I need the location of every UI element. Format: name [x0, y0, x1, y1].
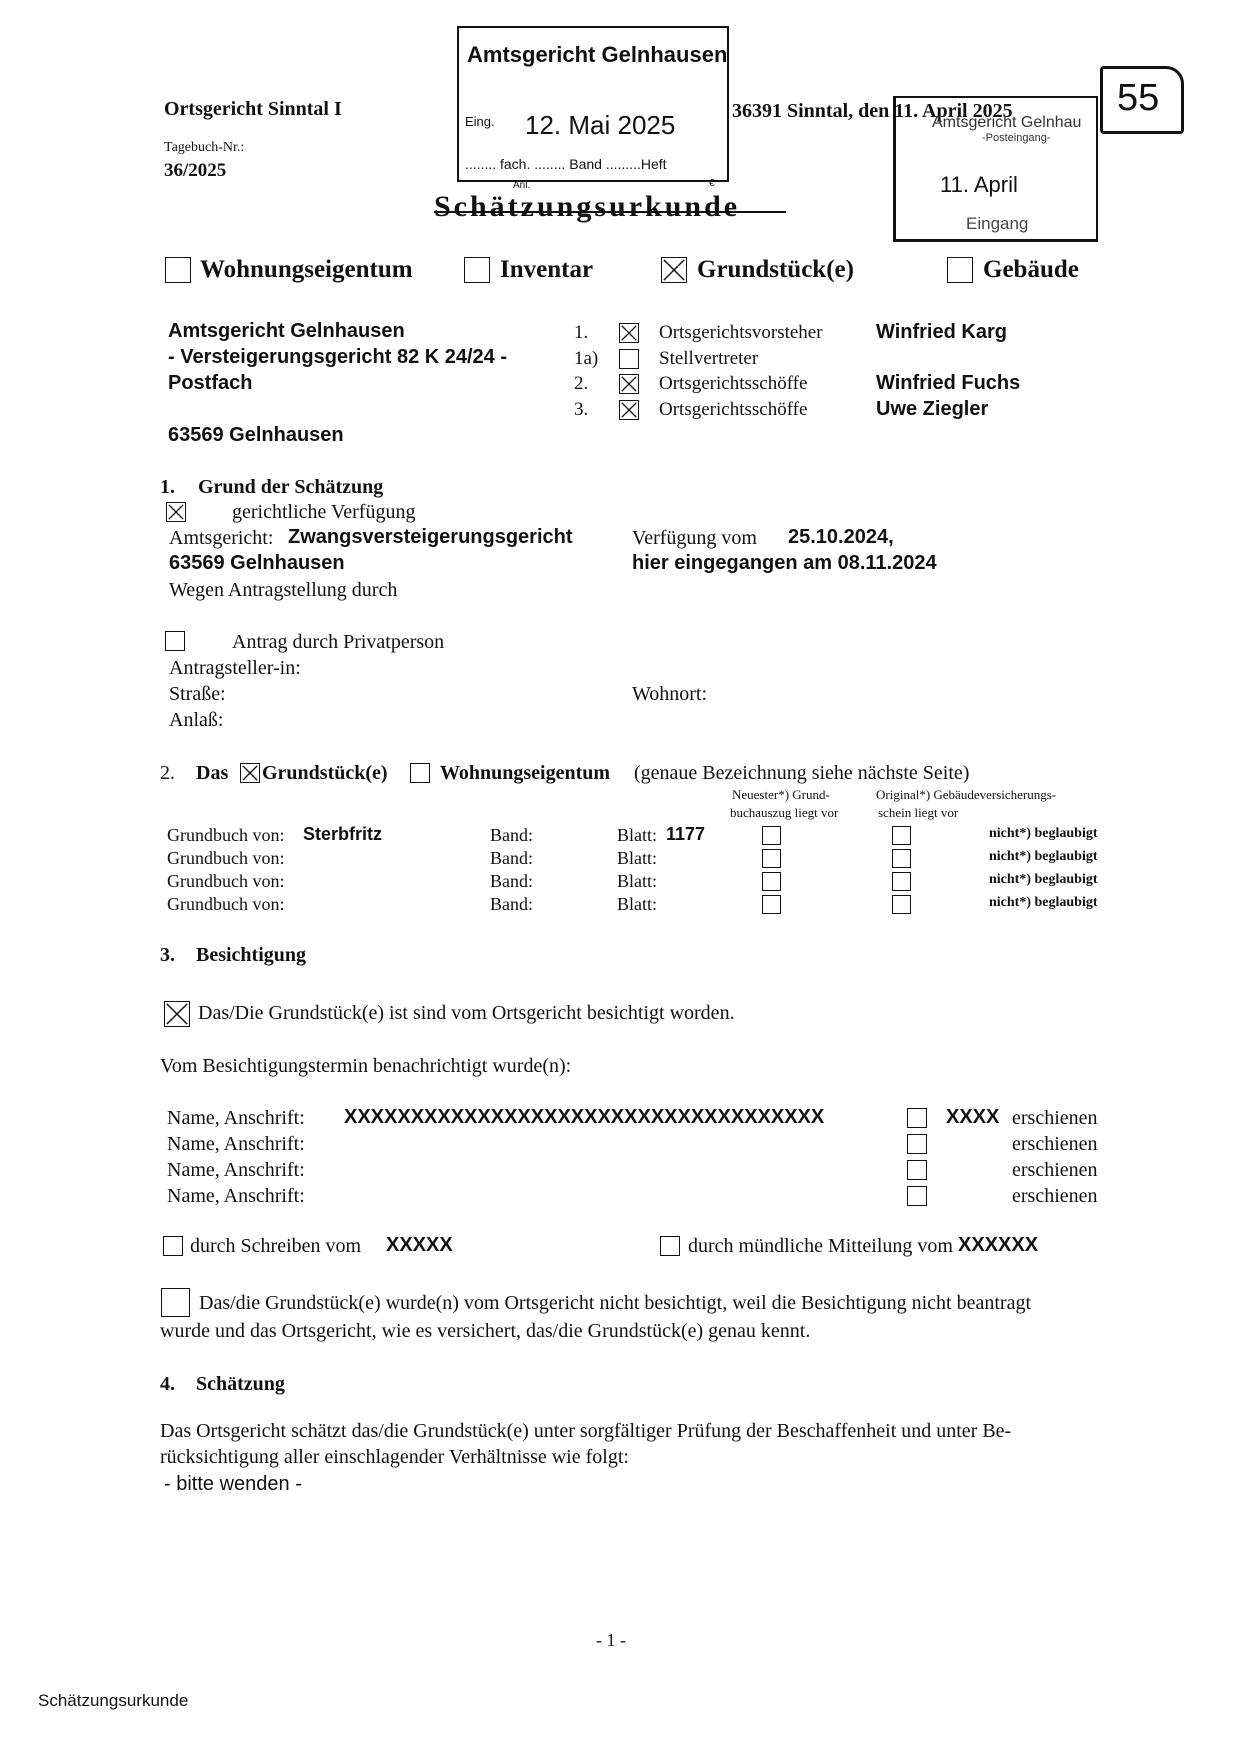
page-badge-number: 55 — [1117, 77, 1160, 119]
blatt-label: Blatt: — [617, 871, 657, 891]
grundbuch-extract-checkbox[interactable] — [762, 872, 781, 891]
attendee-label: Name, Anschrift: — [167, 1185, 305, 1207]
blatt-label: Blatt: — [617, 894, 657, 914]
gb-label: Grundbuch von: — [167, 825, 285, 845]
grundbuch-extract-checkbox[interactable] — [762, 826, 781, 845]
attended-label: erschienen — [1012, 1159, 1098, 1181]
applicant-label: Antragsteller-in: — [169, 657, 301, 679]
attended-label: erschienen — [1012, 1133, 1098, 1155]
member-name-3: Uwe Ziegler — [876, 398, 989, 420]
gb-label: Grundbuch von: — [167, 871, 285, 891]
certified-note: nicht*) beglaubigt — [989, 826, 1098, 841]
type-inventar-label: Inventar — [500, 256, 594, 283]
section2-note: (genaue Bezeichnung siehe nächste Seite) — [634, 762, 970, 784]
insurance-certificate-checkbox[interactable] — [892, 872, 911, 891]
col1-head-1: Neuester*) Grund- — [732, 787, 830, 802]
court-stamp — [457, 26, 729, 191]
place-date: 36391 Sinntal, den 11. April 2025 — [732, 100, 1013, 122]
inspected-checkbox[interactable] — [164, 1001, 190, 1027]
residence-label: Wohnort: — [632, 683, 708, 705]
by-letter-value: XXXXX — [386, 1234, 453, 1256]
stamp-date: 12. Mai 2025 — [525, 110, 676, 140]
member-num-1: 1. — [574, 322, 589, 343]
member-checkbox-1[interactable] — [619, 323, 639, 343]
certified-note: nicht*) beglaubigt — [989, 872, 1098, 887]
by-oral-checkbox[interactable] — [660, 1236, 680, 1256]
member-checkbox-1a[interactable] — [619, 349, 639, 369]
page-number: - 1 - — [596, 1630, 626, 1650]
certified-note: nicht*) beglaubigt — [989, 849, 1098, 864]
attended-label: erschienen — [1012, 1185, 1098, 1207]
member-name-2: Winfried Fuchs — [876, 372, 1021, 394]
gb-label: Grundbuch von: — [167, 848, 285, 868]
type-wohnungseigentum-label: Wohnungseigentum — [200, 256, 413, 283]
band-label: Band: — [490, 825, 533, 845]
page-badge — [1100, 66, 1184, 134]
section2-wohnungseigentum-checkbox[interactable] — [410, 763, 430, 783]
member-role-2: Ortsgerichtsschöffe — [659, 373, 808, 394]
section4-number: 4. — [160, 1373, 175, 1395]
member-name-1: Winfried Karg — [876, 321, 1007, 343]
court-name: Ortsgericht Sinntal I — [164, 98, 342, 120]
grundbuch-extract-checkbox[interactable] — [762, 895, 781, 914]
court-order-checkbox[interactable] — [166, 502, 186, 522]
by-letter-label: durch Schreiben vom — [190, 1235, 362, 1257]
section2-das: Das — [196, 762, 229, 784]
col2-head-1: Original*) Gebäudeversicherungs- — [876, 787, 1057, 802]
section4-heading: Schätzung — [196, 1373, 285, 1395]
type-grundstueck-checkbox[interactable] — [661, 257, 687, 283]
addressee-line1: Amtsgericht Gelnhausen — [168, 320, 405, 342]
attendee-value: XXXXXXXXXXXXXXXXXXXXXXXXXXXXXXXXXXXX — [344, 1106, 825, 1128]
section3-number: 3. — [160, 944, 175, 966]
attended-checkbox[interactable] — [907, 1160, 927, 1180]
member-role-1: Ortsgerichtsvorsteher — [659, 322, 823, 343]
court-order-label: gerichtliche Verfügung — [232, 501, 416, 523]
please-turn-text: - bitte wenden - — [164, 1473, 302, 1495]
street-label: Straße: — [169, 683, 226, 705]
not-inspected-text-1: Das/die Grundstück(e) wurde(n) vom Ortsgericht nicht besichtigt, weil die Besichtigung nicht beantragt — [199, 1292, 1032, 1314]
section2-grundstueck-label: Grundstück(e) — [262, 762, 388, 784]
section4-text-1: Das Ortsgericht schätzt das/die Grundstück(e) unter sorgfältiger Prüfung der Beschaffenheit und unter Be- — [160, 1420, 1012, 1442]
by-letter-checkbox[interactable] — [163, 1236, 183, 1256]
blatt-value: 1177 — [666, 824, 706, 844]
insurance-certificate-checkbox[interactable] — [892, 895, 911, 914]
notified-text: Vom Besichtigungstermin benachrichtigt wurde(n): — [160, 1055, 572, 1077]
stamp-title: Amtsgericht Gelnhausen — [467, 42, 728, 67]
by-oral-label: durch mündliche Mitteilung vom — [688, 1235, 953, 1257]
band-label: Band: — [490, 894, 533, 914]
section1-heading: Grund der Schätzung — [198, 476, 384, 498]
member-num-1a: 1a) — [574, 348, 599, 369]
private-applicant-checkbox[interactable] — [165, 631, 185, 651]
stamp-eing-label: Eing. — [465, 114, 495, 129]
blatt-label: Blatt: — [617, 825, 657, 845]
type-gebaeude-checkbox[interactable] — [947, 257, 973, 283]
by-oral-value: XXXXXX — [958, 1234, 1039, 1256]
certified-note: nicht*) beglaubigt — [989, 895, 1098, 910]
reason-text: Wegen Antragstellung durch — [169, 579, 398, 601]
addressee-line4: 63569 Gelnhausen — [168, 424, 344, 446]
gb-value: Sterbfritz — [303, 824, 383, 844]
stamp-anl: Anl. — [513, 180, 531, 191]
col2-head-2: schein liegt vor — [878, 805, 959, 820]
band-label: Band: — [490, 871, 533, 891]
member-checkbox-2[interactable] — [619, 374, 639, 394]
insurance-certificate-checkbox[interactable] — [892, 849, 911, 868]
band-label: Band: — [490, 848, 533, 868]
section2-grundstueck-checkbox[interactable] — [240, 763, 260, 783]
tagebuch-number: 36/2025 — [164, 160, 227, 181]
addressee-line2: - Versteigerungsgericht 82 K 24/24 - — [168, 346, 508, 368]
attended-checkbox[interactable] — [907, 1134, 927, 1154]
order-date: 25.10.2024, — [788, 526, 894, 548]
form-name: Schätzungsurkunde — [38, 1691, 189, 1710]
member-num-3: 3. — [574, 399, 589, 420]
gb-label: Grundbuch von: — [167, 894, 285, 914]
attendee-prefix: XXXX — [946, 1106, 1000, 1128]
stamp2-line3: Eingang — [966, 214, 1029, 233]
not-inspected-checkbox[interactable] — [161, 1288, 190, 1317]
addressee-line3: Postfach — [168, 372, 253, 394]
not-inspected-text-2: wurde und das Ortsgericht, wie es versichert, das/die Grundstück(e) genau kennt. — [160, 1320, 811, 1342]
occasion-label: Anlaß: — [169, 709, 224, 731]
member-checkbox-3[interactable] — [619, 400, 639, 420]
attended-label: erschienen — [1012, 1107, 1098, 1129]
type-grundstueck-label: Grundstück(e) — [697, 256, 854, 283]
stamp2-date: 11. April — [940, 172, 1018, 197]
type-inventar-checkbox[interactable] — [464, 257, 490, 283]
attendee-label: Name, Anschrift: — [167, 1133, 305, 1155]
posteingang-stamp — [893, 96, 1098, 242]
private-applicant-label: Antrag durch Privatperson — [232, 631, 445, 653]
member-role-3: Ortsgerichtsschöffe — [659, 399, 808, 420]
section2-number: 2. — [160, 762, 175, 784]
court-value: Zwangsversteigerungsgericht — [288, 526, 573, 548]
attendee-label: Name, Anschrift: — [167, 1107, 305, 1129]
stamp-fach-line: ........ fach. ........ Band .........Heft — [465, 156, 667, 172]
member-role-1a: Stellvertreter — [659, 348, 759, 369]
received-date: hier eingegangen am 08.11.2024 — [632, 552, 937, 574]
section2-wohnungseigentum-label: Wohnungseigentum — [440, 762, 611, 784]
col1-head-2: buchauszug liegt vor — [730, 805, 839, 820]
title-strike — [434, 211, 786, 213]
court-label: Amtsgericht: — [169, 527, 274, 549]
attendee-label: Name, Anschrift: — [167, 1159, 305, 1181]
stamp2-line2: -Posteingang- — [982, 132, 1051, 144]
court-city: 63569 Gelnhausen — [169, 552, 345, 574]
document-title: Schätzungsurkunde — [434, 190, 741, 223]
insurance-certificate-checkbox[interactable] — [892, 826, 911, 845]
type-wohnungseigentum-checkbox[interactable] — [165, 257, 191, 283]
blatt-label: Blatt: — [617, 848, 657, 868]
grundbuch-extract-checkbox[interactable] — [762, 849, 781, 868]
section1-number: 1. — [160, 476, 175, 498]
attended-checkbox[interactable] — [907, 1108, 927, 1128]
section4-text-2: rücksichtigung aller einschlagender Verhältnisse wie folgt: — [160, 1446, 629, 1468]
tagebuch-label: Tagebuch-Nr.: — [164, 140, 245, 155]
attended-checkbox[interactable] — [907, 1186, 927, 1206]
inspected-text: Das/Die Grundstück(e) ist sind vom Ortsgericht besichtigt worden. — [198, 1002, 735, 1024]
order-label: Verfügung vom — [632, 527, 757, 549]
type-gebaeude-label: Gebäude — [983, 256, 1079, 283]
section3-heading: Besichtigung — [196, 944, 307, 966]
member-num-2: 2. — [574, 373, 589, 394]
stamp2-line1: Amtsgericht Gelnhau — [932, 114, 1082, 131]
stamp-euro: € — [709, 178, 715, 189]
